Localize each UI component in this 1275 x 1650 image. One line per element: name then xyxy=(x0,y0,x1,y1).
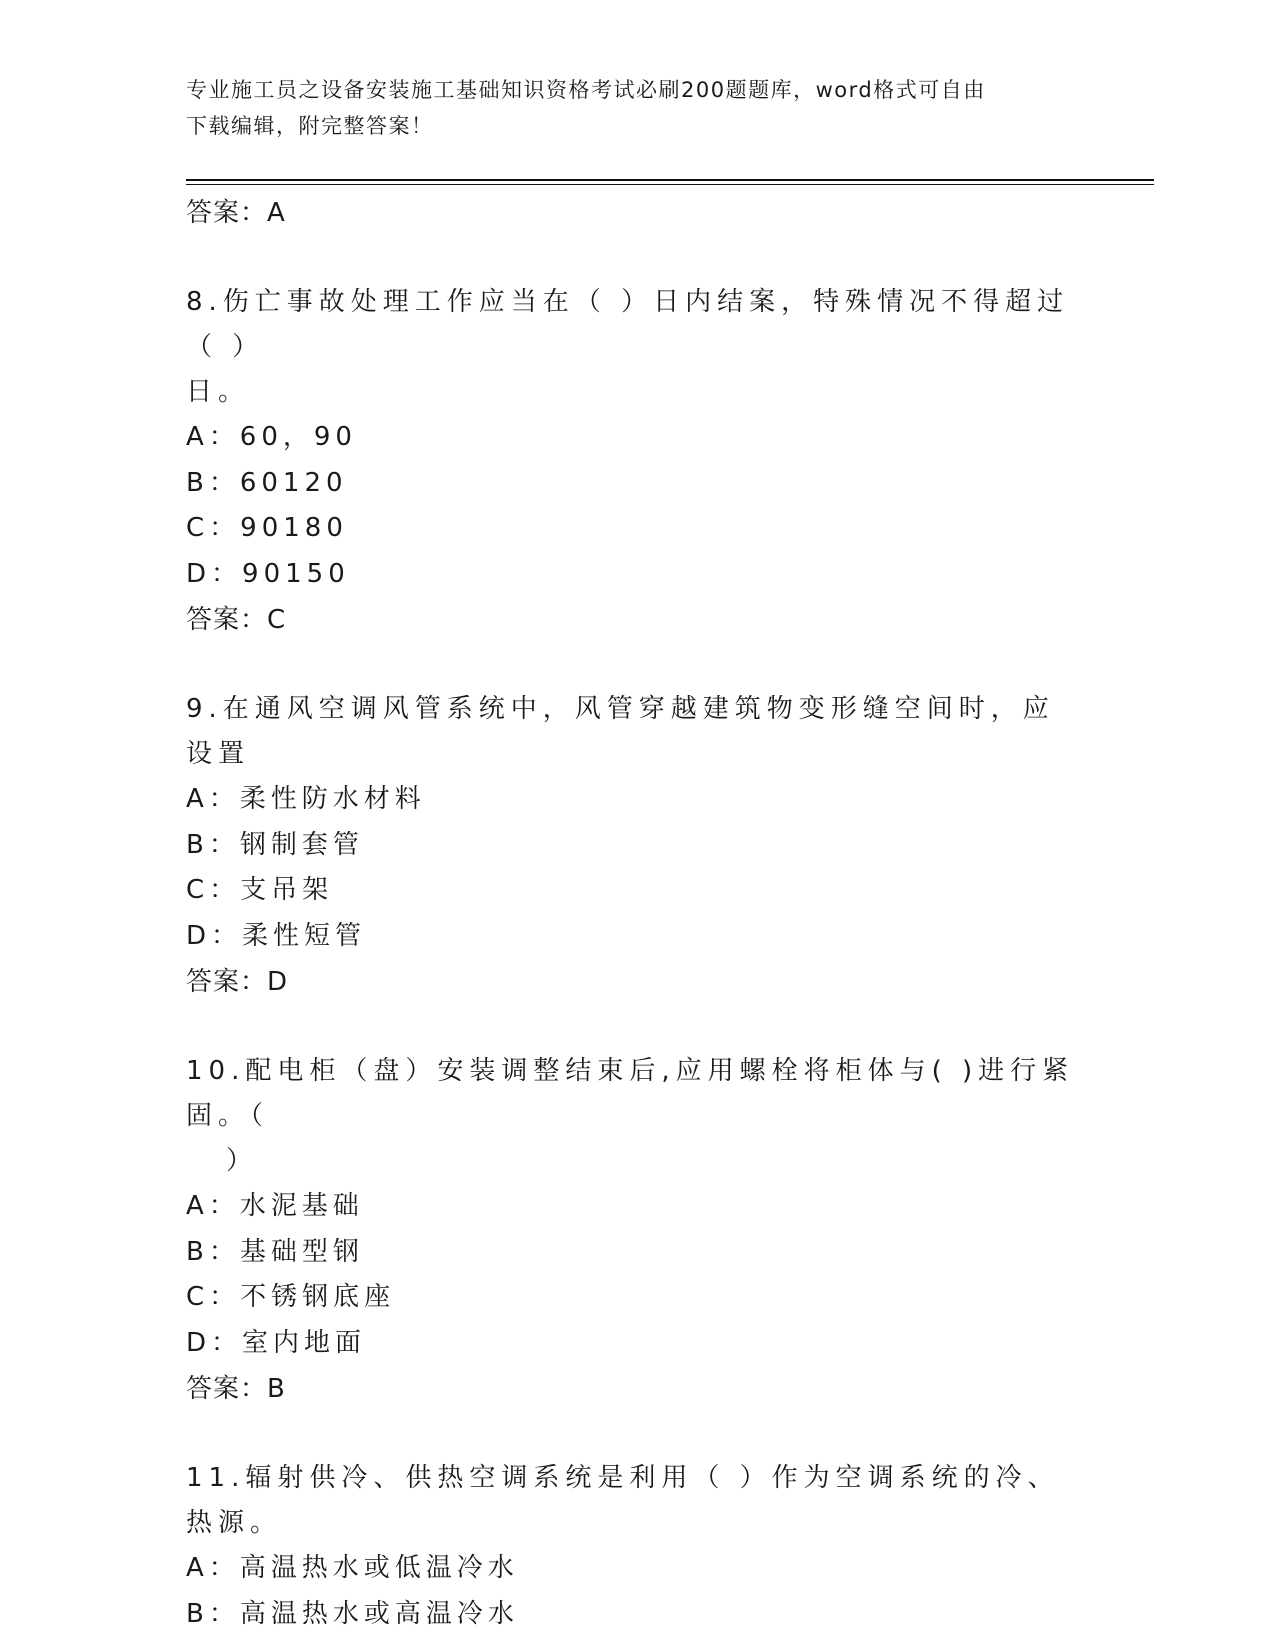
answer: 答案：B xyxy=(186,1374,286,1404)
header-divider-thick xyxy=(186,179,1154,181)
option-d: D：室内地面 xyxy=(186,1327,367,1358)
option-b: B：高温热水或高温冷水 xyxy=(186,1598,519,1629)
option-b: B：钢制套管 xyxy=(186,829,364,860)
question-8 xyxy=(186,280,1086,643)
answer: 答案：C xyxy=(186,605,287,635)
question-stem: 11.辐射供冷、供热空调系统是利用（ ）作为空调系统的冷、热源。 xyxy=(186,1463,1060,1538)
question-stem-cont: 日。 xyxy=(186,377,251,407)
answer: 答案：D xyxy=(186,967,289,997)
option-b: B：60120 xyxy=(186,467,348,498)
option-a: A：柔性防水材料 xyxy=(186,784,426,814)
question-stem: 10.配电柜（盘）安装调整结束后,应用螺栓将柜体与( )进行紧固。（ xyxy=(186,1056,1075,1131)
question-10 xyxy=(186,1049,1086,1412)
option-d: D：90150 xyxy=(186,558,350,589)
option-a: A：高温热水或低温冷水 xyxy=(186,1553,519,1583)
option-c: C：90180 xyxy=(186,513,348,543)
previous-answer: 答案：A xyxy=(186,198,286,228)
option-a: A：60，90 xyxy=(186,422,357,452)
option-a: A：水泥基础 xyxy=(186,1191,364,1221)
question-stem-cont: ） xyxy=(226,1146,259,1176)
header-divider-thin xyxy=(186,184,1154,185)
question-stem: 9.在通风空调风管系统中，风管穿越建筑物变形缝空间时，应设置 xyxy=(186,694,1055,769)
question-stem: 8.伤亡事故处理工作应当在（ ）日内结案，特殊情况不得超过（ ） xyxy=(186,287,1070,362)
document-header xyxy=(186,72,1066,144)
option-c: C：不锈钢底座 xyxy=(186,1282,396,1312)
option-c: C：支吊架 xyxy=(186,875,334,905)
header-line-2: 下载编辑，附完整答案！ xyxy=(186,114,434,138)
option-b: B：基础型钢 xyxy=(186,1236,364,1267)
question-11 xyxy=(186,1456,1086,1637)
question-list xyxy=(186,190,1086,1637)
question-9 xyxy=(186,687,1086,1005)
header-line-1: 专业施工员之设备安装施工基础知识资格考试必刷200题题库，word格式可自由 xyxy=(186,78,986,102)
option-d: D：柔性短管 xyxy=(186,920,367,951)
